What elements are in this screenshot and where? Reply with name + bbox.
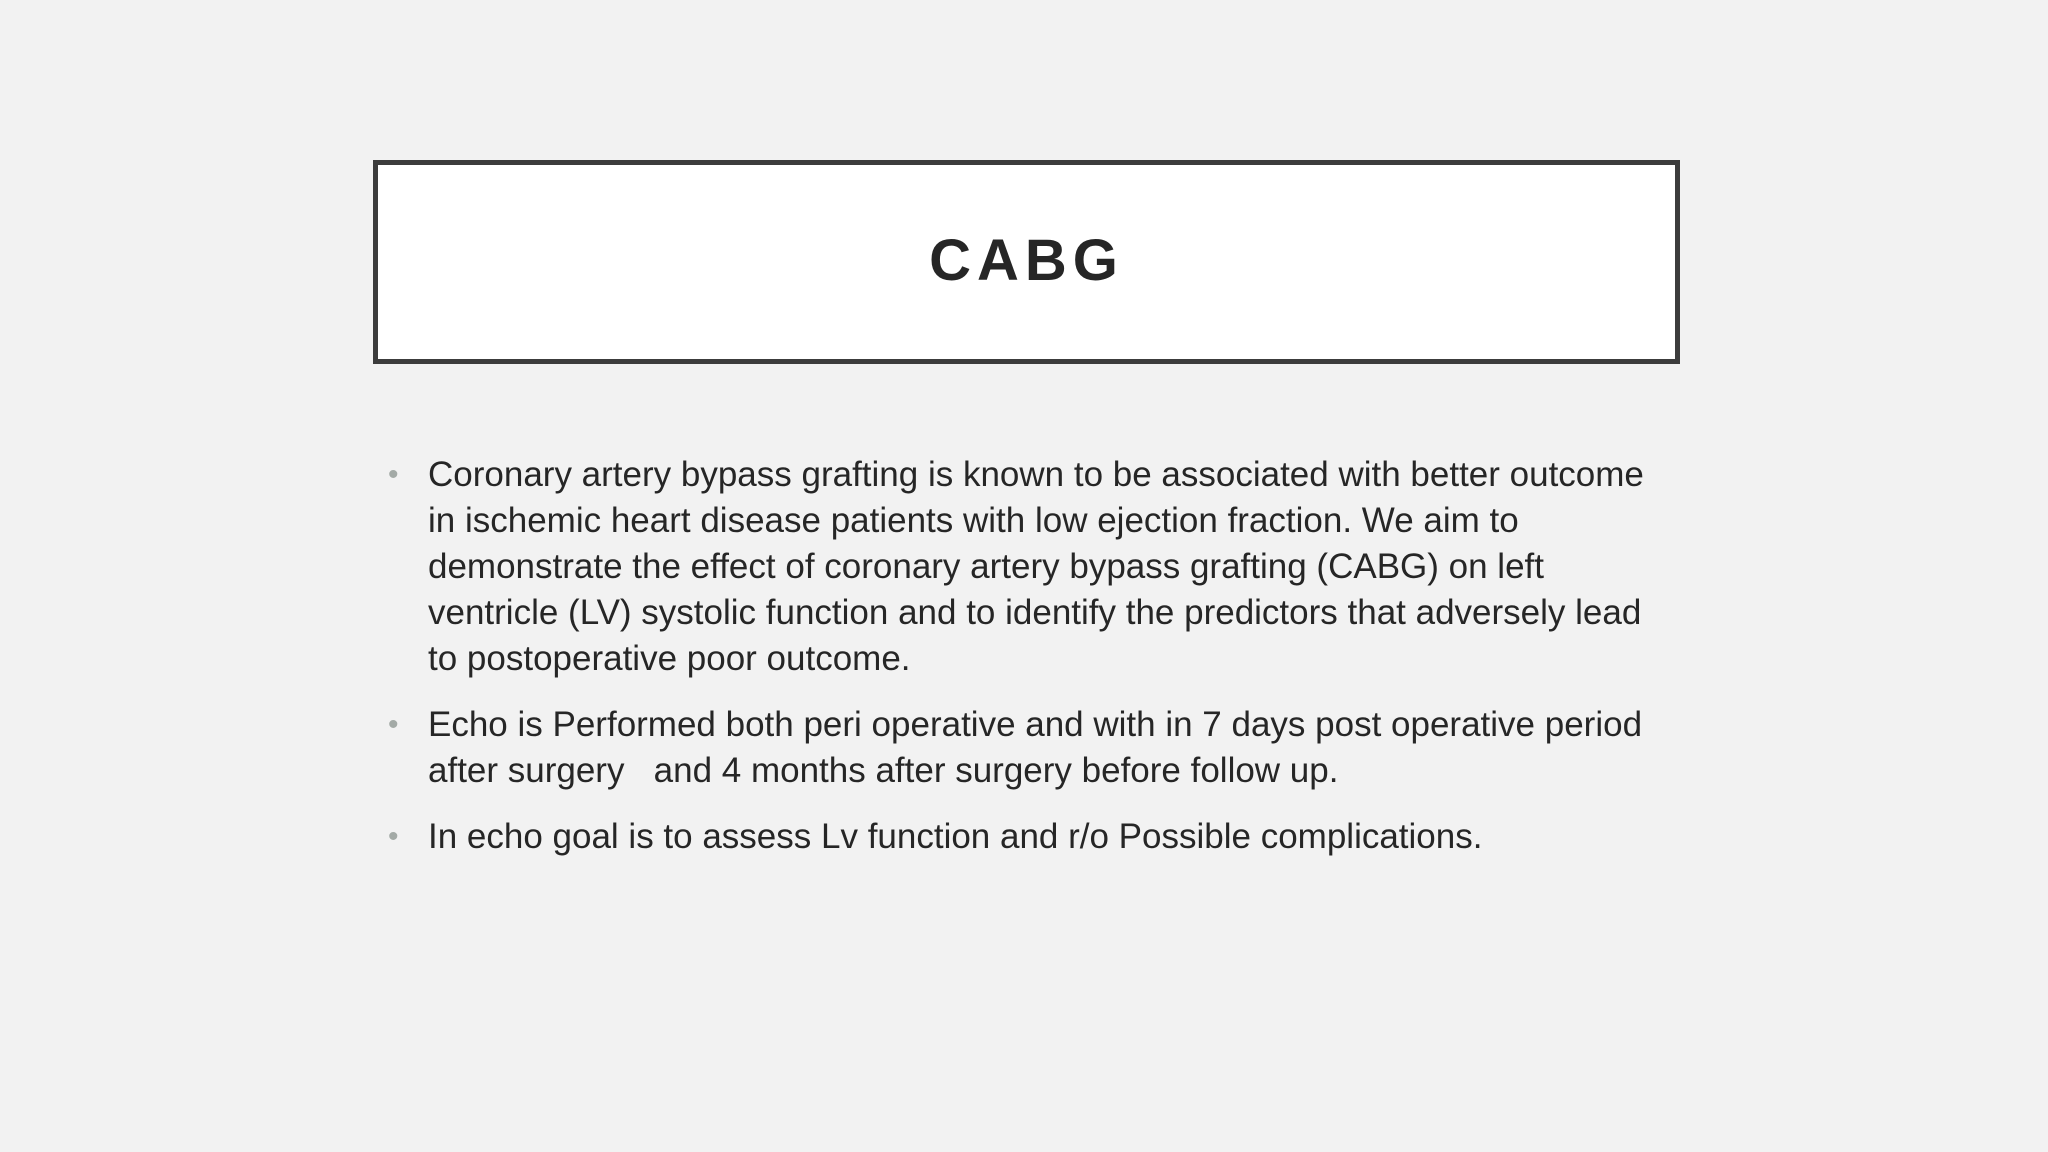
- slide-content: [388, 452, 1668, 880]
- bullet-item: [388, 814, 1668, 860]
- bullet-text: In echo goal is to assess Lv function and r/o Possible complications.: [428, 817, 1483, 856]
- bullet-dot-icon: •: [388, 458, 399, 491]
- title-box: [373, 160, 1680, 364]
- slide-title: CABG: [929, 227, 1124, 293]
- bullet-item: [388, 452, 1668, 682]
- bullet-text: Coronary artery bypass grafting is known to be associated with better outcome in ischemic heart disease patients with low ejection fraction. We aim to demonstrate the effect of coronary artery bypass grafting (CABG) on left ventricle (LV) systolic function and to identify the predictors that adversely lead to postoperative poor outcome.: [428, 455, 1644, 678]
- bullet-dot-icon: •: [388, 820, 399, 853]
- bullet-list: [388, 452, 1668, 860]
- bullet-item: [388, 702, 1668, 794]
- bullet-text: Echo is Performed both peri operative and with in 7 days post operative period after surgery and 4 months after surgery before follow up.: [428, 705, 1652, 790]
- bullet-dot-icon: •: [388, 708, 399, 741]
